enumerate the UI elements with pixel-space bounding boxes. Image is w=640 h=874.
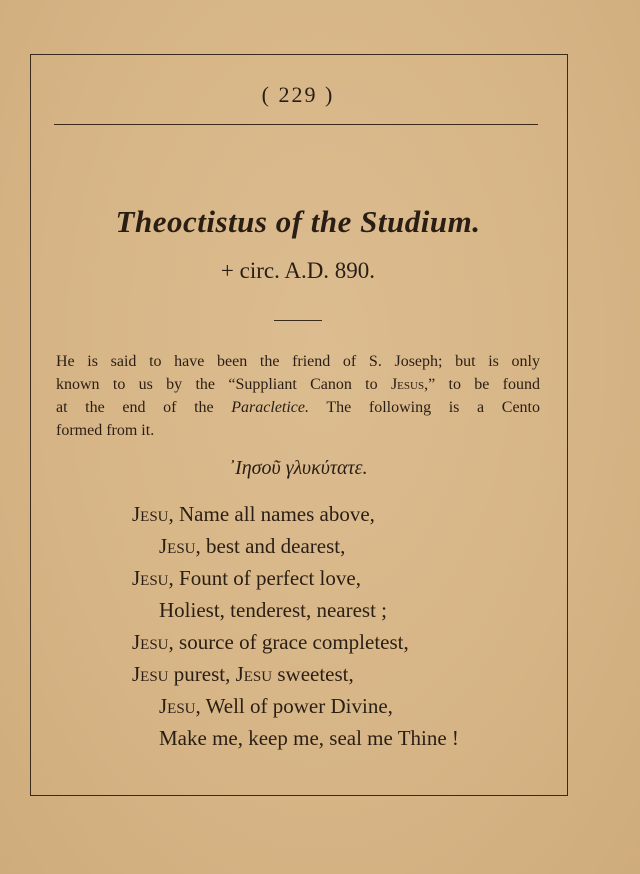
chapter-title: Theoctistus of the Studium.: [115, 204, 481, 239]
poem-line: Make me, keep me, seal me Thine !: [159, 726, 459, 750]
poem-line: Jesu, Well of power Divine,: [159, 694, 393, 718]
intro-paragraph: [56, 350, 540, 442]
intro-paracletice: Paracletice.: [231, 399, 310, 416]
intro-line: known to us by the “Suppliant Canon to Jesus,” to be found: [56, 376, 540, 393]
chapter-subtitle: + circ. A.D. 890.: [220, 258, 376, 283]
intro-line: He is said to have been the friend of S. Joseph; but is only: [56, 353, 540, 370]
header-rule: [54, 124, 538, 125]
poem-line: Jesu purest, Jesu sweetest,: [132, 662, 354, 686]
greek-heading: ᾿Iησοῦ γλυκύτατε.: [228, 457, 368, 479]
intro-line: formed from it.: [56, 422, 155, 439]
intro-line: at the end of the Paracletice. The following is a Cento: [56, 399, 541, 416]
section-divider: [274, 320, 322, 321]
intro-jesus-smallcaps: Jesus: [390, 376, 425, 393]
poem-line: Jesu, best and dearest,: [159, 534, 346, 558]
poem: [132, 498, 552, 754]
poem-line: Holiest, tenderest, nearest ;: [159, 598, 388, 622]
poem-line: Jesu, Name all names above,: [132, 502, 375, 526]
poem-line: Jesu, Fount of perfect love,: [132, 566, 361, 590]
page-number: ( 229 ): [261, 82, 335, 107]
poem-line: Jesu, source of grace completest,: [132, 630, 409, 654]
